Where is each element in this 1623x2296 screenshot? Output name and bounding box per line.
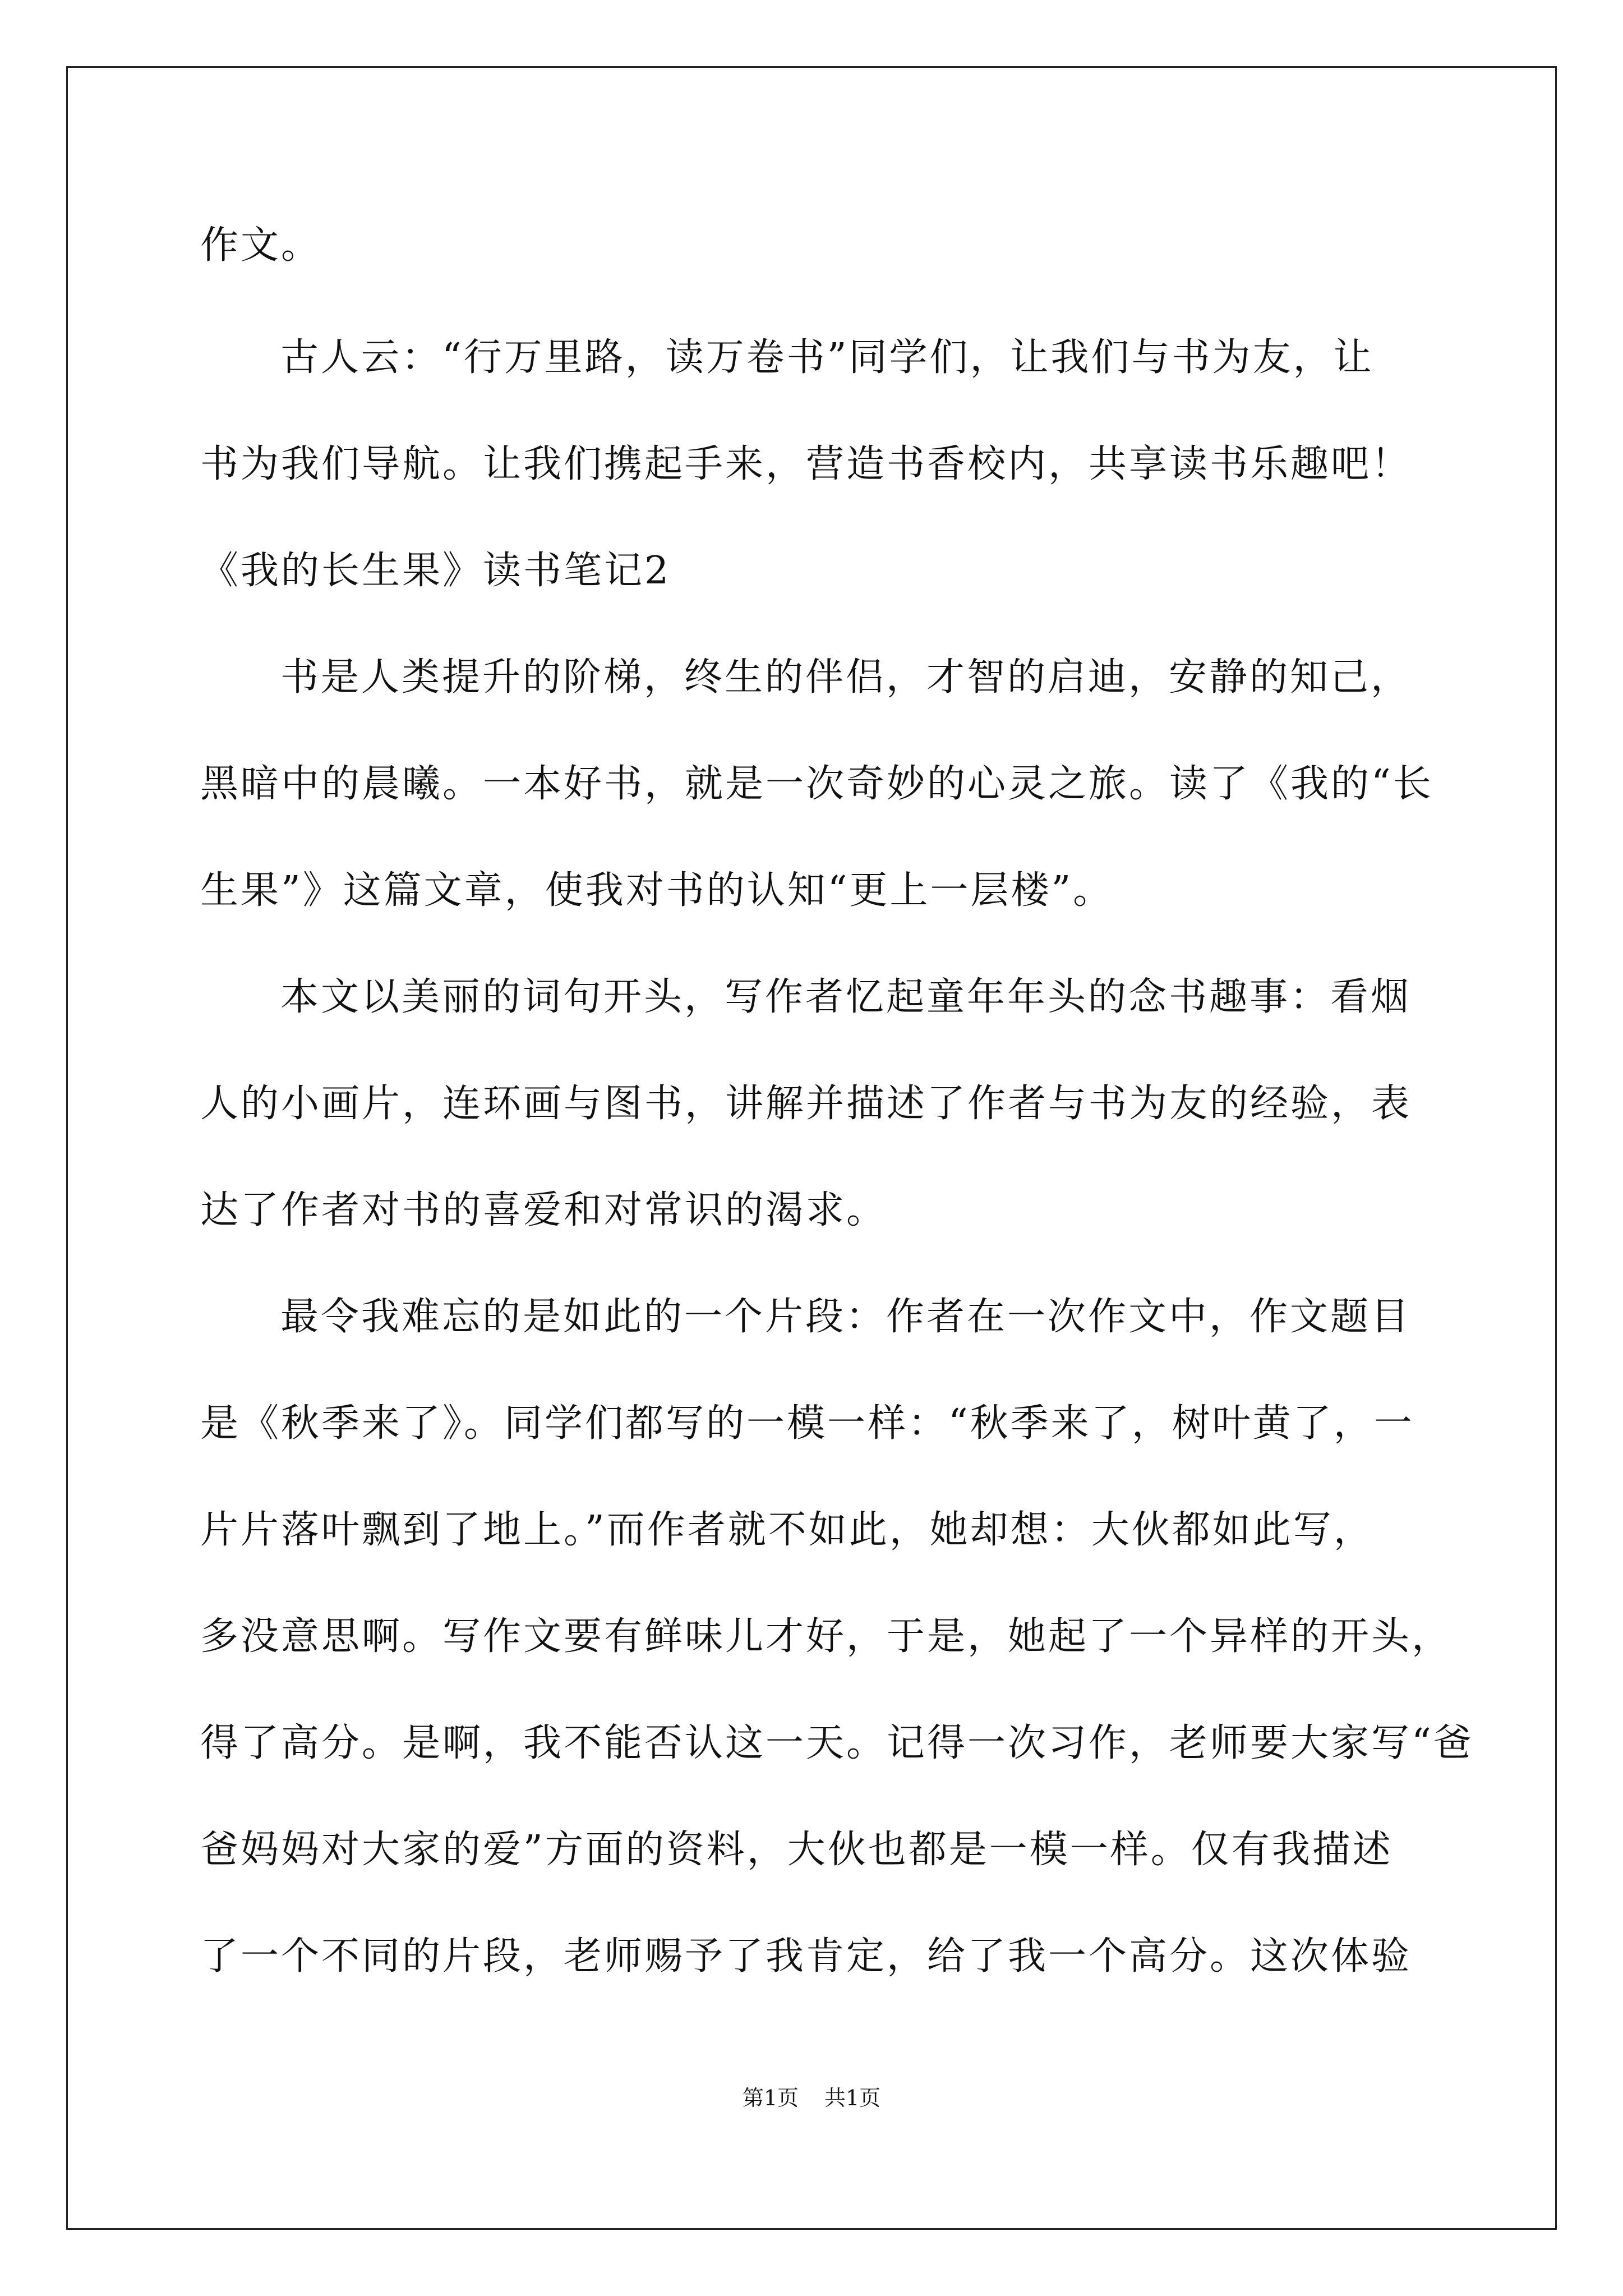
text-line-6: 黑暗中的晨曦。一本好书，就是一次奇妙的心灵之旅。读了《我的“长 bbox=[200, 762, 1433, 806]
text-line-15: 得了高分。是啊，我不能否认这一天。记得一次习作，老师要大家写“爸 bbox=[200, 1721, 1474, 1765]
text-line-13: 片片落叶飘到了地上。”而作者就不如此，她却想：大伙都如此写， bbox=[200, 1508, 1374, 1552]
text-line-5: 书是人类提升的阶梯，终生的伴侣，才智的启迪，安静的知己， bbox=[280, 655, 1412, 700]
total-pages-label: 共1页 bbox=[824, 2086, 881, 2110]
text-line-9: 人的小画片，连环画与图书，讲解并描述了作者与书为友的经验，表 bbox=[200, 1082, 1412, 1126]
text-line-12: 是《秋季来了》。同学们都写的一模一样：“秋季来了，树叶黄了，一 bbox=[200, 1401, 1414, 1446]
section-heading: 《我的长生果》读书笔记2 bbox=[200, 549, 671, 593]
text-line-3: 书为我们导航。让我们携起手来，营造书香校内，共享读书乐趣吧！ bbox=[200, 442, 1412, 486]
text-line-7: 生果”》这篇文章，使我对书的认知“更上一层楼”。 bbox=[200, 868, 1114, 913]
text-line-1: 作文。 bbox=[200, 223, 322, 268]
text-line-14: 多没意思啊。写作文要有鲜味儿才好，于是，她起了一个异样的开头， bbox=[200, 1614, 1453, 1659]
current-page-label: 第1页 bbox=[742, 2086, 799, 2110]
page-footer bbox=[0, 2085, 1623, 2111]
page-border bbox=[66, 66, 1557, 2230]
text-line-2: 古人云：“行万里路，读万卷书”同学们，让我们与书为友，让 bbox=[280, 335, 1374, 380]
text-line-8: 本文以美丽的词句开头，写作者忆起童年年头的念书趣事：看烟 bbox=[280, 975, 1412, 1019]
text-line-10: 达了作者对书的喜爱和对常识的渴求。 bbox=[200, 1188, 887, 1232]
text-line-16: 爸妈妈对大家的爱”方面的资料，大伙也都是一模一样。仅有我描述 bbox=[200, 1828, 1393, 1872]
text-line-17: 了一个不同的片段，老师赐予了我肯定，给了我一个高分。这次体验 bbox=[200, 1934, 1412, 1978]
text-line-11: 最令我难忘的是如此的一个片段：作者在一次作文中，作文题目 bbox=[280, 1295, 1412, 1339]
